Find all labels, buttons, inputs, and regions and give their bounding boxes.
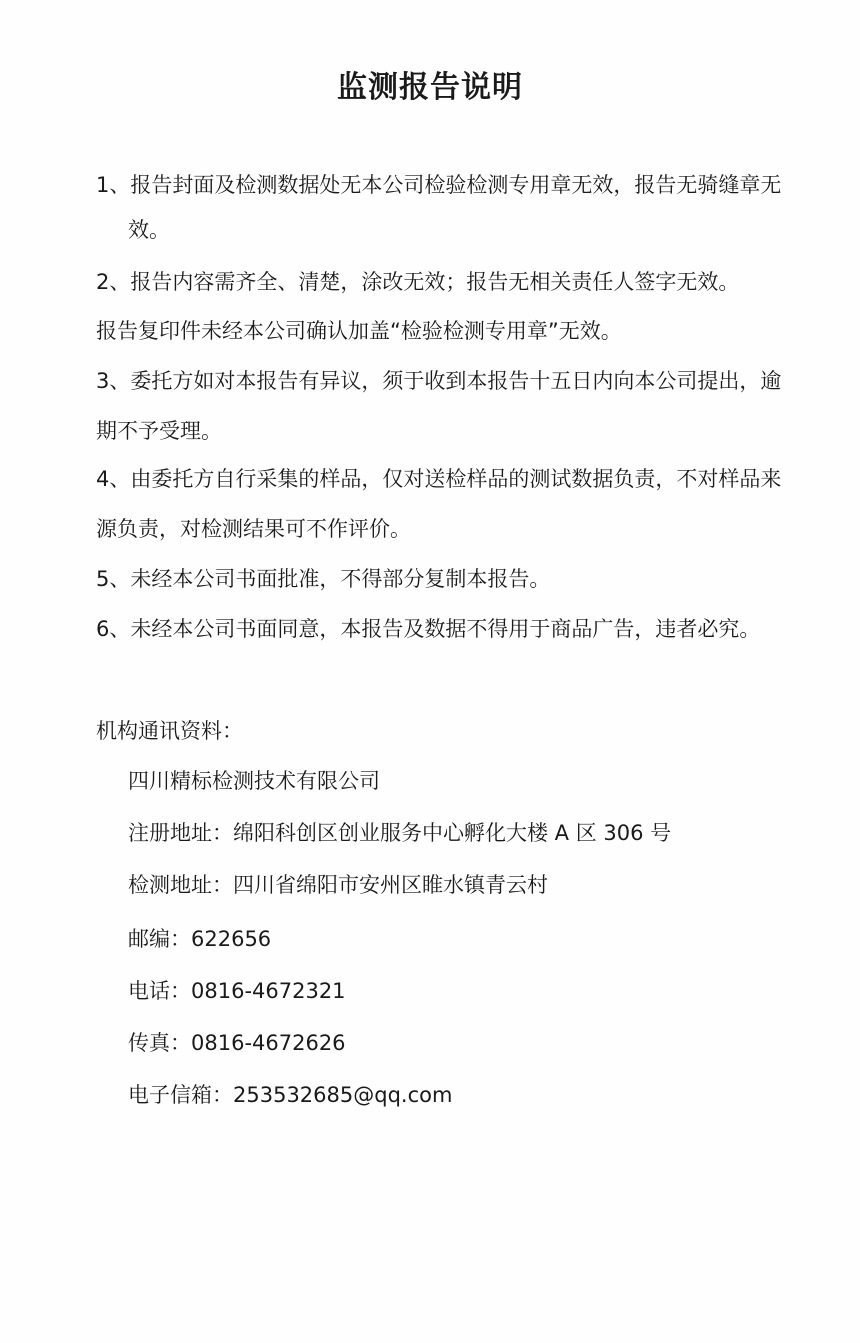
note-6-line-1: 6、未经本公司书面同意，本报告及数据不得用于商品广告，违者必究。: [96, 617, 761, 641]
contact-heading: 机构通讯资料：: [96, 719, 243, 743]
note-2-line-1: 2、报告内容需齐全、清楚，涂改无效；报告无相关责任人签字无效。: [96, 270, 740, 294]
note-4-line-2: 源负责，对检测结果可不作评价。: [96, 517, 411, 541]
testing-address: 检测地址：四川省绵阳市安州区睢水镇青云村: [128, 873, 548, 897]
phone: 电话：0816-4672321: [128, 979, 346, 1003]
note-5-line-1: 5、未经本公司书面批准，不得部分复制本报告。: [96, 567, 551, 591]
note-2-line-2: 报告复印件未经本公司确认加盖“检验检测专用章”无效。: [96, 319, 622, 343]
company-name: 四川精标检测技术有限公司: [128, 769, 380, 793]
postcode: 邮编：622656: [128, 927, 272, 951]
note-1-line-1: 1、报告封面及检测数据处无本公司检验检测专用章无效，报告无骑缝章无: [96, 173, 782, 197]
note-3-line-1: 3、委托方如对本报告有异议，须于收到本报告十五日内向本公司提出，逾: [96, 369, 782, 393]
note-3-line-2: 期不予受理。: [96, 419, 222, 443]
note-4-line-1: 4、由委托方自行采集的样品，仅对送检样品的测试数据负责，不对样品来: [96, 467, 782, 491]
registered-address: 注册地址：绵阳科创区创业服务中心孵化大楼 A 区 306 号: [128, 821, 672, 845]
email: 电子信箱：253532685@qq.com: [128, 1083, 453, 1107]
note-1-line-2: 效。: [128, 218, 170, 242]
page-title: 监测报告说明: [337, 70, 523, 105]
fax: 传真：0816-4672626: [128, 1031, 346, 1055]
